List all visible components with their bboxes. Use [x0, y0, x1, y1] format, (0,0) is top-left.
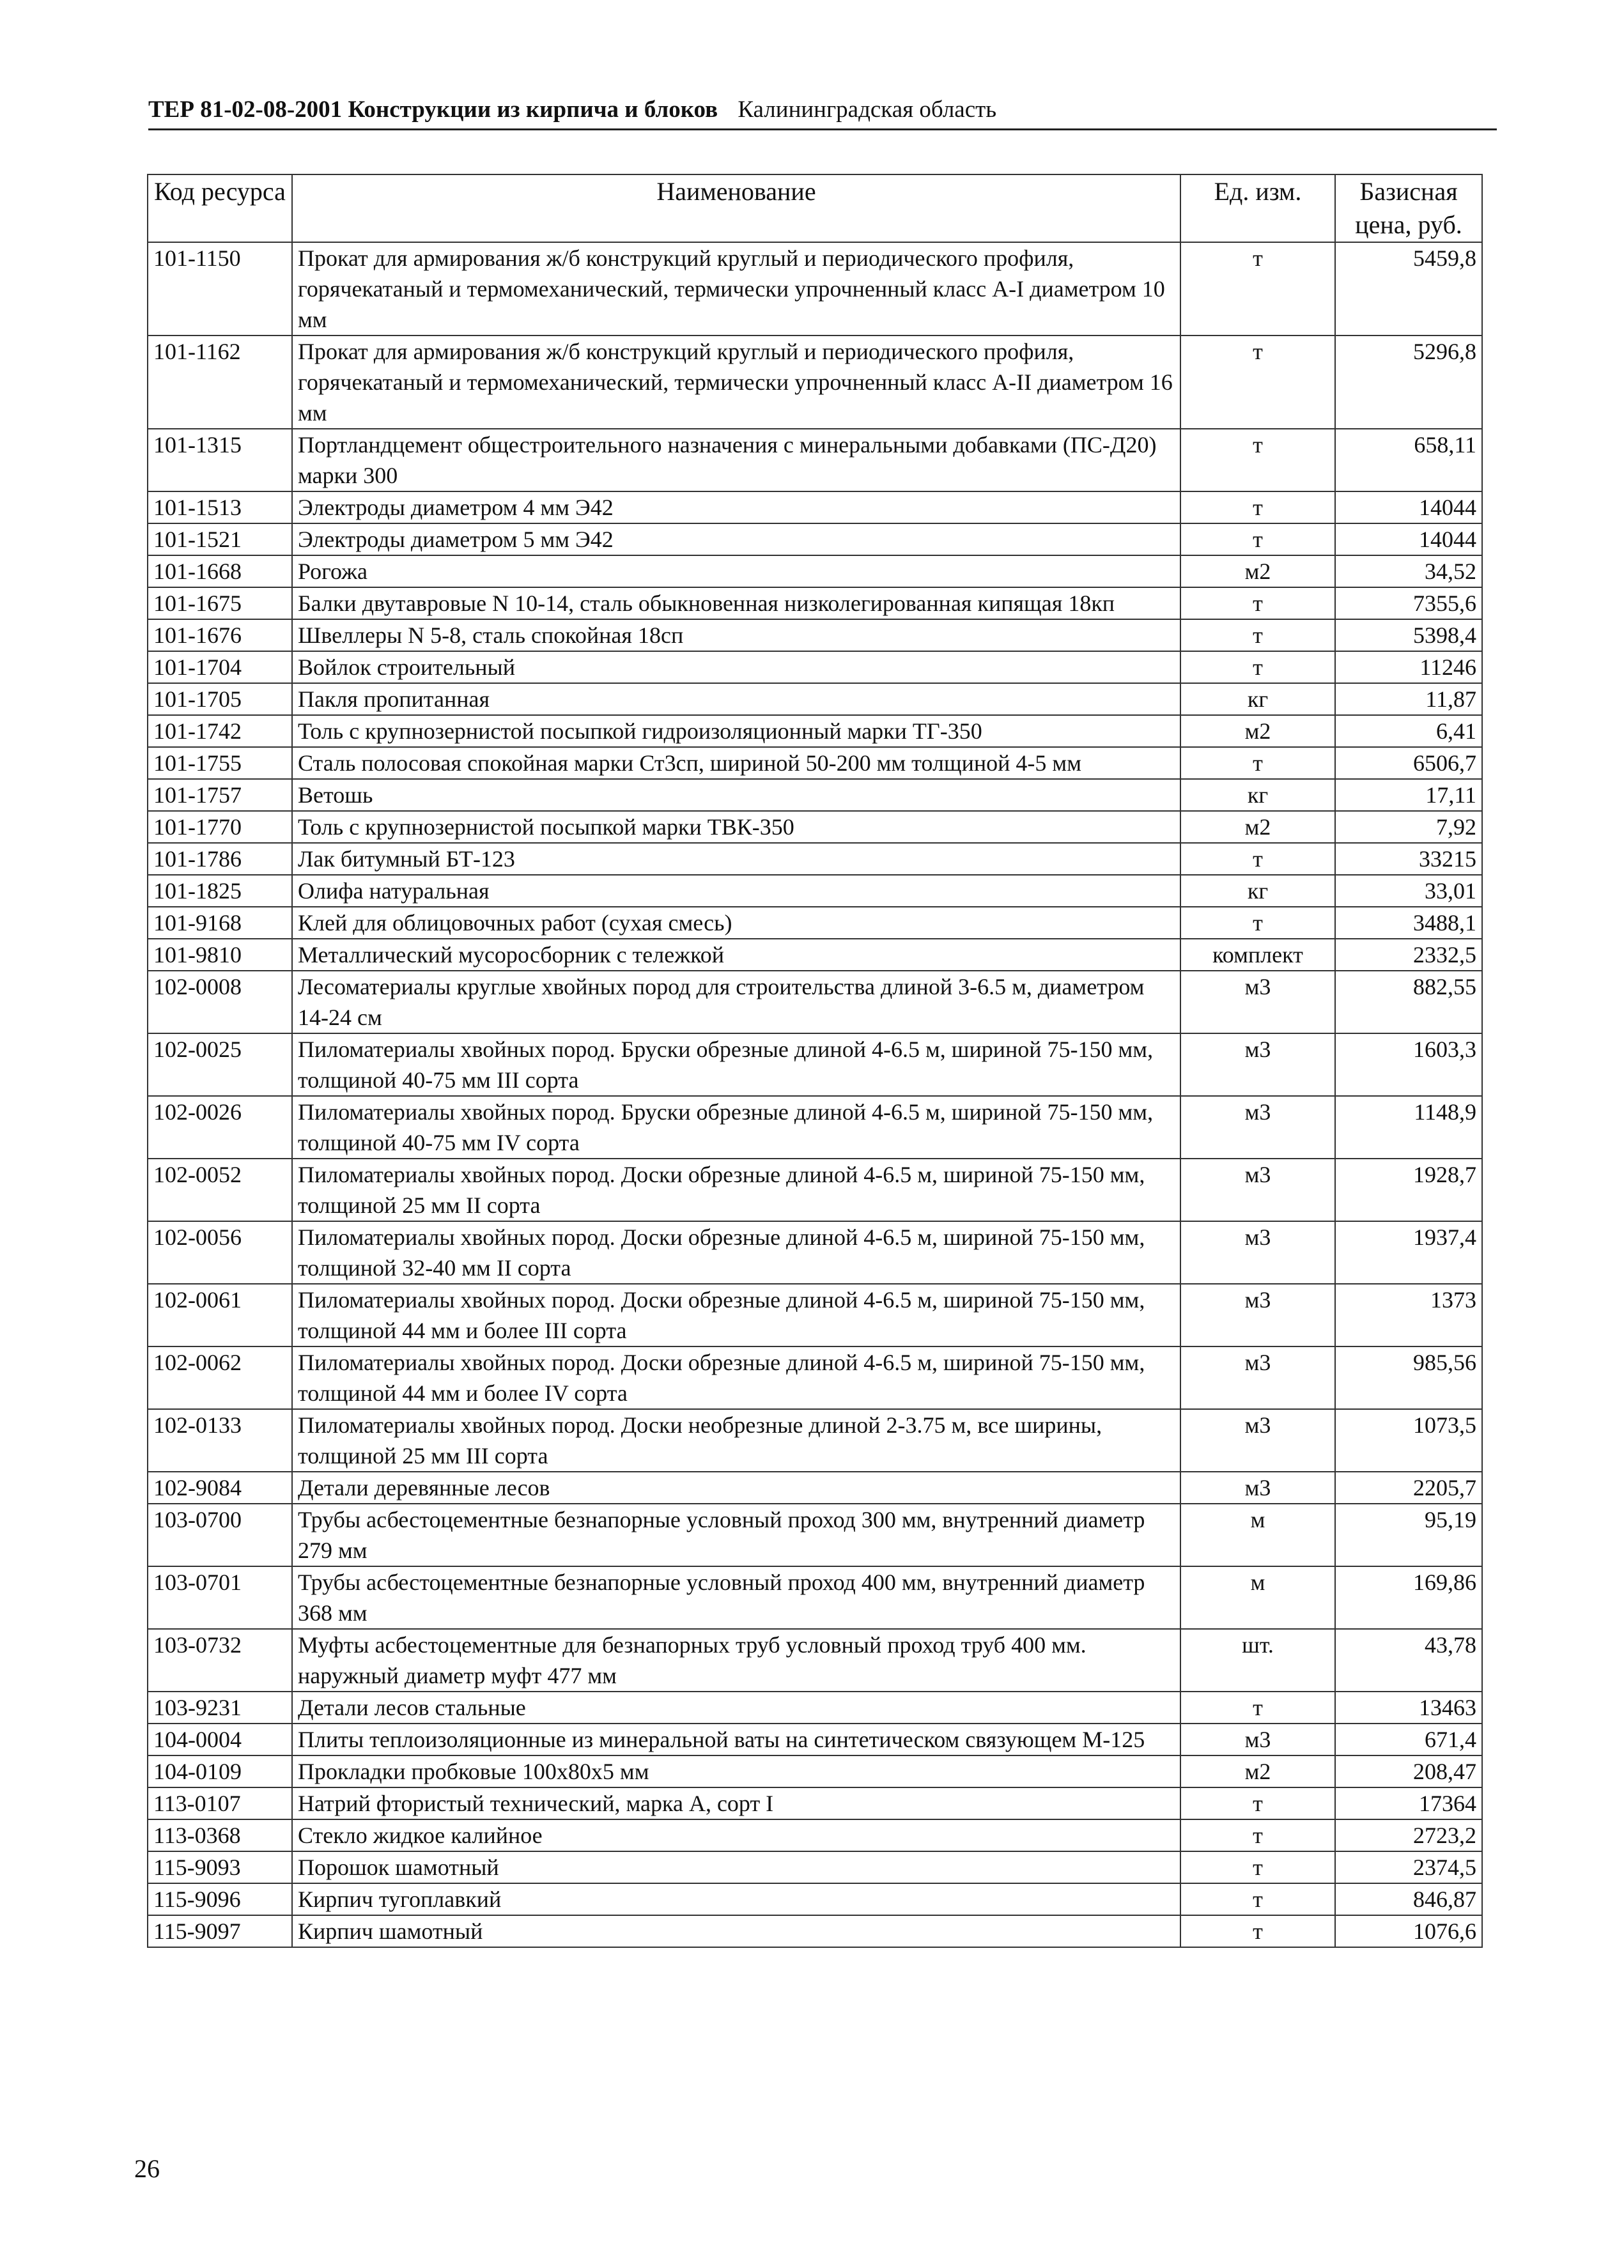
unit: т [1180, 336, 1335, 429]
resource-name: Детали деревянные лесов [292, 1472, 1180, 1504]
base-price: 1148,9 [1335, 1096, 1482, 1159]
resource-name: Пиломатериалы хвойных пород. Доски обрезные длиной 4-6.5 м, шириной 75-150 мм, толщиной 44 мм и более IV сорта [292, 1346, 1180, 1409]
base-price: 5296,8 [1335, 336, 1482, 429]
resource-code: 113-0368 [148, 1819, 292, 1851]
resource-name: Пиломатериалы хвойных пород. Доски необрезные длиной 2-3.75 м, все ширины, толщиной 25 мм III сорта [292, 1409, 1180, 1472]
unit: шт. [1180, 1629, 1335, 1692]
resource-code: 101-1742 [148, 715, 292, 747]
unit: т [1180, 1883, 1335, 1915]
resource-code: 101-1825 [148, 875, 292, 907]
resource-name: Пиломатериалы хвойных пород. Бруски обрезные длиной 4-6.5 м, шириной 75-150 мм, толщиной 40-75 мм IV сорта [292, 1096, 1180, 1159]
table-row [148, 242, 1482, 336]
table-row [148, 779, 1482, 811]
resource-code: 101-1675 [148, 587, 292, 619]
resource-name: Ветошь [292, 779, 1180, 811]
base-price: 17364 [1335, 1787, 1482, 1819]
base-price: 5398,4 [1335, 619, 1482, 651]
unit: м [1180, 1566, 1335, 1629]
table-row [148, 1851, 1482, 1883]
table-row [148, 907, 1482, 939]
unit: м3 [1180, 1409, 1335, 1472]
unit: м3 [1180, 1346, 1335, 1409]
unit: м2 [1180, 811, 1335, 843]
column-header-price: Базисная цена, руб. [1335, 174, 1482, 242]
resource-name: Муфты асбестоцементные для безнапорных труб условный проход труб 400 мм. наружный диаметр муфт 477 мм [292, 1629, 1180, 1692]
table-row [148, 1755, 1482, 1787]
unit: т [1180, 491, 1335, 523]
base-price: 985,56 [1335, 1346, 1482, 1409]
resource-code: 101-1521 [148, 523, 292, 555]
base-price: 6506,7 [1335, 747, 1482, 779]
resource-code: 102-9084 [148, 1472, 292, 1504]
unit: т [1180, 429, 1335, 491]
unit: м2 [1180, 555, 1335, 587]
resource-name: Портландцемент общестроительного назначения с минеральными добавками (ПС-Д20) марки 300 [292, 429, 1180, 491]
unit: т [1180, 587, 1335, 619]
table-row [148, 1787, 1482, 1819]
base-price: 2374,5 [1335, 1851, 1482, 1883]
unit: т [1180, 523, 1335, 555]
doc-code: ТЕР 81-02-08-2001 [148, 96, 343, 123]
resource-code: 101-1770 [148, 811, 292, 843]
resource-code: 102-0056 [148, 1221, 292, 1284]
unit: м3 [1180, 1221, 1335, 1284]
table-row [148, 1819, 1482, 1851]
table-row [148, 971, 1482, 1033]
base-price: 1373 [1335, 1284, 1482, 1346]
resource-name: Трубы асбестоцементные безнапорные условный проход 300 мм, внутренний диаметр 279 мм [292, 1504, 1180, 1566]
table-row [148, 747, 1482, 779]
resource-code: 102-0061 [148, 1284, 292, 1346]
base-price: 7,92 [1335, 811, 1482, 843]
table-row [148, 1883, 1482, 1915]
resource-name: Пиломатериалы хвойных пород. Доски обрезные длиной 4-6.5 м, шириной 75-150 мм, толщиной 44 мм и более III сорта [292, 1284, 1180, 1346]
resource-name: Натрий фтористый технический, марка А, сорт I [292, 1787, 1180, 1819]
unit: м3 [1180, 1159, 1335, 1221]
table-row [148, 811, 1482, 843]
resource-code: 101-1162 [148, 336, 292, 429]
table-row [148, 1629, 1482, 1692]
base-price: 7355,6 [1335, 587, 1482, 619]
unit: м2 [1180, 715, 1335, 747]
unit: т [1180, 1819, 1335, 1851]
table-row [148, 1221, 1482, 1284]
region-name: Калининградская область [738, 96, 997, 123]
base-price: 2723,2 [1335, 1819, 1482, 1851]
resource-name: Пиломатериалы хвойных пород. Бруски обрезные длиной 4-6.5 м, шириной 75-150 мм, толщиной 40-75 мм III сорта [292, 1033, 1180, 1096]
table-row [148, 555, 1482, 587]
column-header-name: Наименование [292, 174, 1180, 242]
table-row [148, 523, 1482, 555]
resource-code: 102-0025 [148, 1033, 292, 1096]
resource-name: Порошок шамотный [292, 1851, 1180, 1883]
resource-name: Трубы асбестоцементные безнапорные условный проход 400 мм, внутренний диаметр 368 мм [292, 1566, 1180, 1629]
resource-code: 102-0026 [148, 1096, 292, 1159]
resource-code: 101-1315 [148, 429, 292, 491]
base-price: 882,55 [1335, 971, 1482, 1033]
resource-name: Прокат для армирования ж/б конструкций круглый и периодического профиля, горячекатаный и термомеханический, термически упрочненный класс А-II диаметром 16 мм [292, 336, 1180, 429]
resource-name: Электроды диаметром 4 мм Э42 [292, 491, 1180, 523]
column-header-unit: Ед. изм. [1180, 174, 1335, 242]
resource-code: 103-9231 [148, 1692, 292, 1724]
resource-name: Клей для облицовочных работ (сухая смесь) [292, 907, 1180, 939]
resource-name: Толь с крупнозернистой посыпкой марки ТВК-350 [292, 811, 1180, 843]
table-row [148, 715, 1482, 747]
base-price: 658,11 [1335, 429, 1482, 491]
base-price: 208,47 [1335, 1755, 1482, 1787]
resource-code: 102-0062 [148, 1346, 292, 1409]
base-price: 846,87 [1335, 1883, 1482, 1915]
base-price: 1928,7 [1335, 1159, 1482, 1221]
resource-code: 101-1705 [148, 683, 292, 715]
resource-code: 101-1755 [148, 747, 292, 779]
resource-code: 102-0008 [148, 971, 292, 1033]
table-row [148, 1692, 1482, 1724]
base-price: 14044 [1335, 523, 1482, 555]
resource-name: Кирпич шамотный [292, 1915, 1180, 1947]
base-price: 34,52 [1335, 555, 1482, 587]
base-price: 671,4 [1335, 1724, 1482, 1755]
resource-code: 101-1757 [148, 779, 292, 811]
resource-code: 104-0109 [148, 1755, 292, 1787]
resource-name: Лесоматериалы круглые хвойных пород для строительства длиной 3-6.5 м, диаметром 14-24 см [292, 971, 1180, 1033]
unit: кг [1180, 683, 1335, 715]
base-price: 95,19 [1335, 1504, 1482, 1566]
resource-name: Стекло жидкое калийное [292, 1819, 1180, 1851]
resource-code: 102-0133 [148, 1409, 292, 1472]
unit: т [1180, 1915, 1335, 1947]
table-row [148, 1566, 1482, 1629]
table-body [148, 242, 1482, 1947]
unit: м3 [1180, 1724, 1335, 1755]
resource-name: Сталь полосовая спокойная марки Ст3сп, шириной 50-200 мм толщиной 4-5 мм [292, 747, 1180, 779]
resource-table [147, 174, 1483, 1948]
base-price: 13463 [1335, 1692, 1482, 1724]
unit: м3 [1180, 971, 1335, 1033]
base-price: 43,78 [1335, 1629, 1482, 1692]
resource-name: Швеллеры N 5-8, сталь спокойная 18сп [292, 619, 1180, 651]
table-row [148, 1284, 1482, 1346]
resource-name: Прокладки пробковые 100х80х5 мм [292, 1755, 1180, 1787]
resource-name: Плиты теплоизоляционные из минеральной ваты на синтетическом связующем М-125 [292, 1724, 1180, 1755]
unit: т [1180, 242, 1335, 336]
resource-code: 102-0052 [148, 1159, 292, 1221]
resource-code: 115-9096 [148, 1883, 292, 1915]
base-price: 169,86 [1335, 1566, 1482, 1629]
unit: т [1180, 1692, 1335, 1724]
resource-name: Прокат для армирования ж/б конструкций круглый и периодического профиля, горячекатаный и термомеханический, термически упрочненный класс А-I диаметром 10 мм [292, 242, 1180, 336]
table-row [148, 651, 1482, 683]
doc-title: Конструкции из кирпича и блоков [348, 96, 718, 123]
resource-code: 103-0701 [148, 1566, 292, 1629]
unit: т [1180, 843, 1335, 875]
resource-name: Пиломатериалы хвойных пород. Доски обрезные длиной 4-6.5 м, шириной 75-150 мм, толщиной 25 мм II сорта [292, 1159, 1180, 1221]
table-row [148, 1504, 1482, 1566]
table-row [148, 429, 1482, 491]
table-row [148, 843, 1482, 875]
resource-code: 103-0700 [148, 1504, 292, 1566]
table-row [148, 939, 1482, 971]
resource-code: 113-0107 [148, 1787, 292, 1819]
base-price: 33215 [1335, 843, 1482, 875]
unit: т [1180, 619, 1335, 651]
base-price: 11246 [1335, 651, 1482, 683]
table-row [148, 619, 1482, 651]
unit: кг [1180, 779, 1335, 811]
table-row [148, 491, 1482, 523]
resource-name: Кирпич тугоплавкий [292, 1883, 1180, 1915]
unit: т [1180, 1851, 1335, 1883]
base-price: 1073,5 [1335, 1409, 1482, 1472]
resource-name: Войлок строительный [292, 651, 1180, 683]
base-price: 2332,5 [1335, 939, 1482, 971]
resource-name: Пакля пропитанная [292, 683, 1180, 715]
resource-code: 101-1676 [148, 619, 292, 651]
table-row [148, 1915, 1482, 1947]
resource-code: 101-1513 [148, 491, 292, 523]
resource-name: Рогожа [292, 555, 1180, 587]
page-number: 26 [134, 2154, 160, 2183]
resource-code: 101-1668 [148, 555, 292, 587]
resource-code: 103-0732 [148, 1629, 292, 1692]
resource-name: Лак битумный БТ-123 [292, 843, 1180, 875]
resource-code: 101-9810 [148, 939, 292, 971]
base-price: 17,11 [1335, 779, 1482, 811]
base-price: 14044 [1335, 491, 1482, 523]
table-row [148, 1472, 1482, 1504]
resource-code: 101-1786 [148, 843, 292, 875]
unit: м3 [1180, 1033, 1335, 1096]
base-price: 1076,6 [1335, 1915, 1482, 1947]
column-header-code: Код ресурса [148, 174, 292, 242]
unit: м3 [1180, 1472, 1335, 1504]
table-row [148, 1409, 1482, 1472]
resource-code: 101-1704 [148, 651, 292, 683]
resource-name: Балки двутавровые N 10-14, сталь обыкновенная низколегированная кипящая 18кп [292, 587, 1180, 619]
base-price: 3488,1 [1335, 907, 1482, 939]
resource-name: Электроды диаметром 5 мм Э42 [292, 523, 1180, 555]
resource-name: Пиломатериалы хвойных пород. Доски обрезные длиной 4-6.5 м, шириной 75-150 мм, толщиной 32-40 мм II сорта [292, 1221, 1180, 1284]
resource-code: 104-0004 [148, 1724, 292, 1755]
table-row [148, 1033, 1482, 1096]
resource-code: 101-9168 [148, 907, 292, 939]
unit: т [1180, 747, 1335, 779]
resource-name: Детали лесов стальные [292, 1692, 1180, 1724]
base-price: 6,41 [1335, 715, 1482, 747]
base-price: 33,01 [1335, 875, 1482, 907]
table-row [148, 1096, 1482, 1159]
unit: комплект [1180, 939, 1335, 971]
base-price: 2205,7 [1335, 1472, 1482, 1504]
resource-name: Толь с крупнозернистой посыпкой гидроизоляционный марки ТГ-350 [292, 715, 1180, 747]
table-row [148, 587, 1482, 619]
resource-code: 115-9093 [148, 1851, 292, 1883]
page-header [148, 96, 1497, 130]
table-row [148, 1159, 1482, 1221]
table-header-row [148, 174, 1482, 242]
unit: м [1180, 1504, 1335, 1566]
unit: м3 [1180, 1284, 1335, 1346]
base-price: 5459,8 [1335, 242, 1482, 336]
table-row [148, 336, 1482, 429]
unit: т [1180, 1787, 1335, 1819]
resource-code: 115-9097 [148, 1915, 292, 1947]
base-price: 1937,4 [1335, 1221, 1482, 1284]
base-price: 1603,3 [1335, 1033, 1482, 1096]
unit: т [1180, 651, 1335, 683]
resource-name: Олифа натуральная [292, 875, 1180, 907]
table-row [148, 875, 1482, 907]
unit: м3 [1180, 1096, 1335, 1159]
table-row [148, 683, 1482, 715]
table-row [148, 1346, 1482, 1409]
unit: м2 [1180, 1755, 1335, 1787]
unit: т [1180, 907, 1335, 939]
resource-code: 101-1150 [148, 242, 292, 336]
base-price: 11,87 [1335, 683, 1482, 715]
resource-name: Металлический мусоросборник с тележкой [292, 939, 1180, 971]
table-row [148, 1724, 1482, 1755]
unit: кг [1180, 875, 1335, 907]
